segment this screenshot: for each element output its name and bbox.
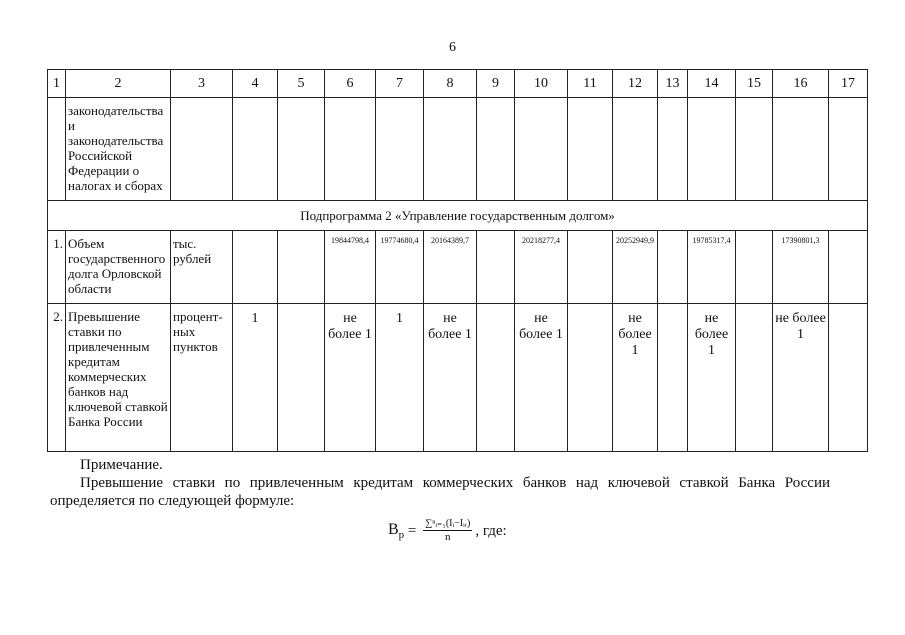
value-cell: [736, 231, 773, 304]
header-cell: 10: [515, 70, 568, 98]
value-cell: [829, 304, 868, 452]
value-cell: [736, 304, 773, 452]
formula-fraction: [423, 518, 472, 544]
value-cell: 19785317,4: [688, 231, 736, 304]
value-cell: 20218277,4: [515, 231, 568, 304]
note-text: Превышение ставки по привлеченным кредитам коммерческих банков над ключевой ставкой Банка России определяется по следующей формуле:: [50, 475, 830, 509]
value-cell: 1: [233, 304, 278, 452]
header-cell: 16: [773, 70, 829, 98]
value-cell: 20164389,7: [424, 231, 477, 304]
table-row: [48, 231, 868, 304]
subprogram-title: Подпрограмма 2 «Управление государственным долгом»: [48, 201, 868, 231]
value-cell: [568, 231, 613, 304]
subprogram-row: [48, 201, 868, 231]
header-cell: 11: [568, 70, 613, 98]
value-cell: не более 1: [424, 304, 477, 452]
value-cell: [658, 231, 688, 304]
unit-cell: процент-ных пунктов: [171, 304, 233, 452]
header-cell: 8: [424, 70, 477, 98]
header-cell: 14: [688, 70, 736, 98]
row-number-cell: 2.: [48, 304, 66, 452]
formula-lhs-symbol: B: [388, 520, 399, 538]
value-cell: [568, 304, 613, 452]
indicator-name-cell: Превышение ставки по привлеченным кредитам коммерческих банков над ключевой ставкой Банка России: [66, 304, 171, 452]
row-number-cell: [48, 98, 66, 201]
formula-lhs: [388, 521, 404, 541]
value-cell: 19774680,4: [376, 231, 424, 304]
value-cell: 20252949,9: [613, 231, 658, 304]
value-cell: 17390801,3: [773, 231, 829, 304]
value-cell: 1: [376, 304, 424, 452]
table-row: [48, 98, 868, 201]
table-row: [48, 304, 868, 452]
note-title: Примечание.: [80, 457, 163, 473]
unit-cell: тыс. рублей: [171, 231, 233, 304]
value-cell: [278, 231, 325, 304]
value-cell: не более 1: [325, 304, 376, 452]
indicator-name-cell: законодательства и законодательства Российской Федерации о налогах и сборах: [66, 98, 171, 201]
value-cell: не более 1: [688, 304, 736, 452]
row-number-cell: 1.: [48, 231, 66, 304]
header-cell: 9: [477, 70, 515, 98]
indicator-name-cell: Объем государственного долга Орловской области: [66, 231, 171, 304]
indicators-table: [47, 69, 868, 452]
value-cell: [658, 304, 688, 452]
value-cell: 19844798,4: [325, 231, 376, 304]
header-cell: 17: [829, 70, 868, 98]
formula-equals-sign: =: [404, 522, 421, 539]
header-cell: 15: [736, 70, 773, 98]
value-cell: не более 1: [515, 304, 568, 452]
header-cell: 1: [48, 70, 66, 98]
value-cell: [829, 231, 868, 304]
header-cell: 6: [325, 70, 376, 98]
formula-denominator: n: [445, 531, 451, 543]
header-cell: 5: [278, 70, 325, 98]
header-cell: 13: [658, 70, 688, 98]
header-cell: 2: [66, 70, 171, 98]
formula: [388, 518, 507, 544]
header-cell: 12: [613, 70, 658, 98]
header-row: [48, 70, 868, 98]
page-number: 6: [449, 40, 456, 55]
formula-numerator: ∑ⁿᵢ₌₁(Iᵢ−Iᵢᵣ): [425, 518, 471, 529]
header-cell: 7: [376, 70, 424, 98]
value-cell: [477, 304, 515, 452]
value-cell: не более 1: [773, 304, 829, 452]
header-cell: 4: [233, 70, 278, 98]
value-cell: [278, 304, 325, 452]
formula-lhs-subscript: p: [398, 529, 405, 542]
value-cell: не более 1: [613, 304, 658, 452]
value-cell: [233, 231, 278, 304]
formula-suffix: , где:: [475, 522, 507, 539]
value-cell: [477, 231, 515, 304]
header-cell: 3: [171, 70, 233, 98]
